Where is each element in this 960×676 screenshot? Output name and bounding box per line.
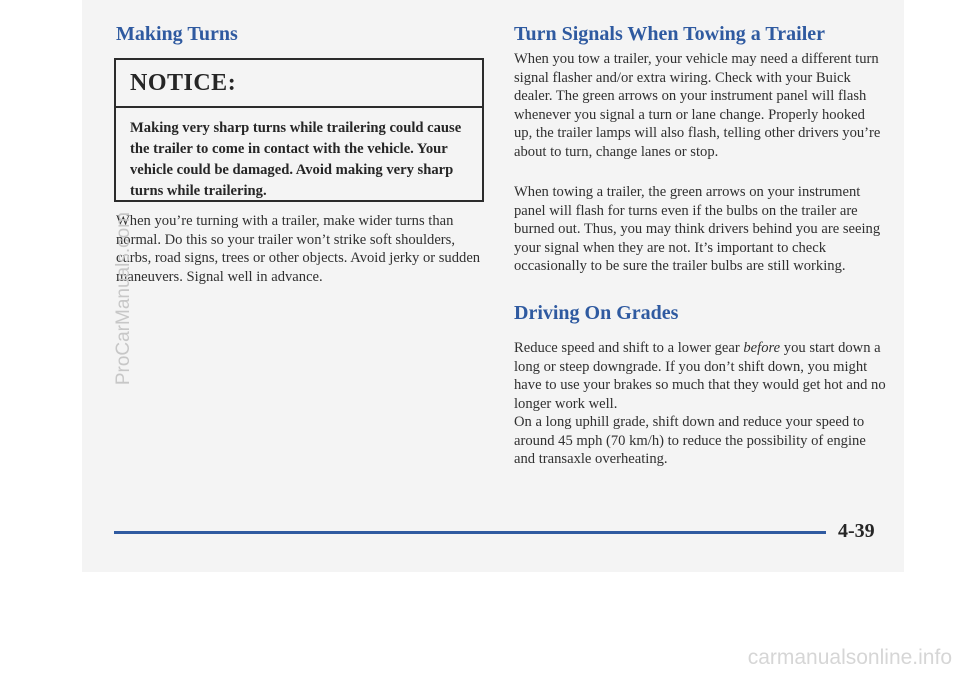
making-turns-paragraph: When you’re turning with a trailer, make wider turns than normal. Do this so your trailer won’t strike soft shoulders, curbs, road signs, trees or other objects. Avoid jerky or sudden maneuvers. Signal well in advance. — [116, 213, 481, 285]
driving-on-grades-paragraph-1 — [514, 339, 886, 413]
notice-header — [116, 60, 482, 108]
grades-text-emphasis: before — [743, 340, 781, 356]
watermark-left — [113, 39, 135, 386]
notice-title: NOTICE: — [130, 70, 237, 96]
driving-on-grades-heading: Driving On Grades — [514, 302, 679, 324]
making-turns-heading: Making Turns — [116, 23, 238, 45]
footer-rule — [114, 531, 826, 534]
driving-on-grades-paragraph-2: On a long uphill grade, shift down and reduce your speed to around 45 mph (70 km/h) to reduce the possibility of engine and transaxle overheating. — [514, 414, 866, 468]
turn-signals-paragraph-2: When towing a trailer, the green arrows on your instrument panel will flash for turns even if the bulbs on the trailer are burned out. Thus, you may think drivers behind you are seeing your signal when they are not. It’s important to check occasionally to be sure the trailer bulbs are still working. — [514, 184, 881, 275]
watermark-bottom: carmanualsonline.info — [747, 646, 952, 669]
watermark-left-text: ProCarManuals.com — [113, 212, 134, 386]
grades-text-after: you start down a long or steep downgrade. If you don’t shift down, you might have to use your brakes so much that they would get hot and no longer work well. — [514, 340, 886, 412]
notice-box — [114, 58, 484, 202]
turn-signals-paragraph-1: When you tow a trailer, your vehicle may need a different turn signal flasher and/or extra wiring. Check with your Buick dealer. The green arrows on your instrument panel will flash whenever you signal a turn or lane change. Properly hooked up, the trailer lamps will also flash, telling other drivers you’re about to turn, change lanes or stop. — [514, 51, 881, 160]
grades-text-before: Reduce speed and shift to a lower gear — [514, 340, 744, 356]
turn-signals-heading: Turn Signals When Towing a Trailer — [514, 23, 826, 45]
page-number: 4-39 — [838, 520, 875, 542]
notice-body: Making very sharp turns while trailering could cause the trailer to come in contact with the vehicle. Your vehicle could be damaged. Avoid making very sharp turns while trailering. — [130, 120, 462, 199]
